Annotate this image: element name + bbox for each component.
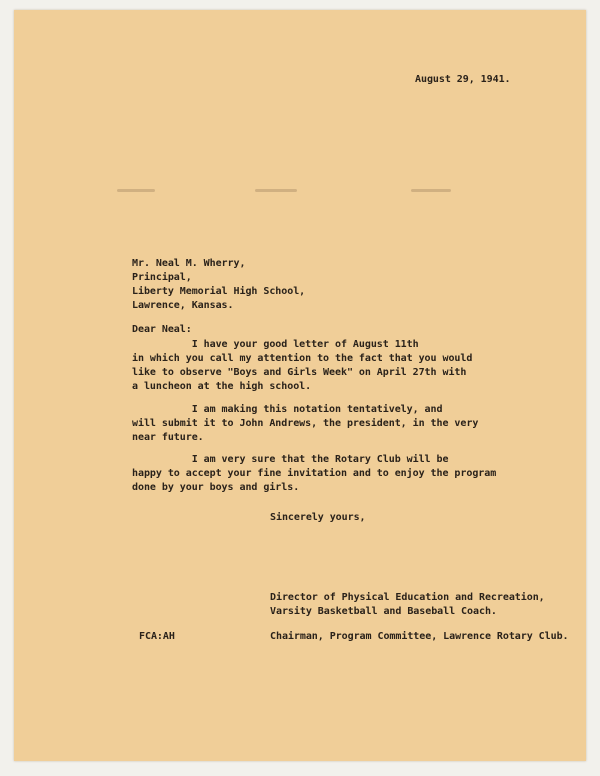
paper-mark xyxy=(255,189,297,192)
paragraph-line: in which you call my attention to the fact that you would xyxy=(132,353,473,364)
paragraph-line: a luncheon at the high school. xyxy=(132,381,312,392)
paragraph-line: near future. xyxy=(132,432,204,443)
paragraph-line: happy to accept your fine invitation and to enjoy the program xyxy=(132,468,497,479)
chairman-line: Chairman, Program Committee, Lawrence Rotary Club. xyxy=(270,631,569,642)
signature-title: Varsity Basketball and Baseball Coach. xyxy=(270,606,497,617)
paragraph-line: I am making this notation tentatively, and xyxy=(132,404,443,415)
typist-initials: FCA:AH xyxy=(139,631,175,642)
signature-title: Director of Physical Education and Recreation, xyxy=(270,592,545,603)
paragraph-line: I have your good letter of August 11th xyxy=(132,339,419,350)
paragraph-line: done by your boys and girls. xyxy=(132,482,300,493)
recipient-title: Principal, xyxy=(132,272,192,283)
letter-date: August 29, 1941. xyxy=(415,74,511,85)
paper-mark xyxy=(411,189,451,192)
recipient-name: Mr. Neal M. Wherry, xyxy=(132,258,246,269)
closing: Sincerely yours, xyxy=(270,512,366,523)
recipient-school: Liberty Memorial High School, xyxy=(132,286,306,297)
letter-page xyxy=(14,10,586,761)
recipient-city: Lawrence, Kansas. xyxy=(132,300,234,311)
paragraph-line: will submit it to John Andrews, the president, in the very xyxy=(132,418,479,429)
salutation: Dear Neal: xyxy=(132,324,192,335)
paragraph-line: I am very sure that the Rotary Club will be xyxy=(132,454,449,465)
paper-mark xyxy=(117,189,155,192)
paragraph-line: like to observe "Boys and Girls Week" on April 27th with xyxy=(132,367,467,378)
